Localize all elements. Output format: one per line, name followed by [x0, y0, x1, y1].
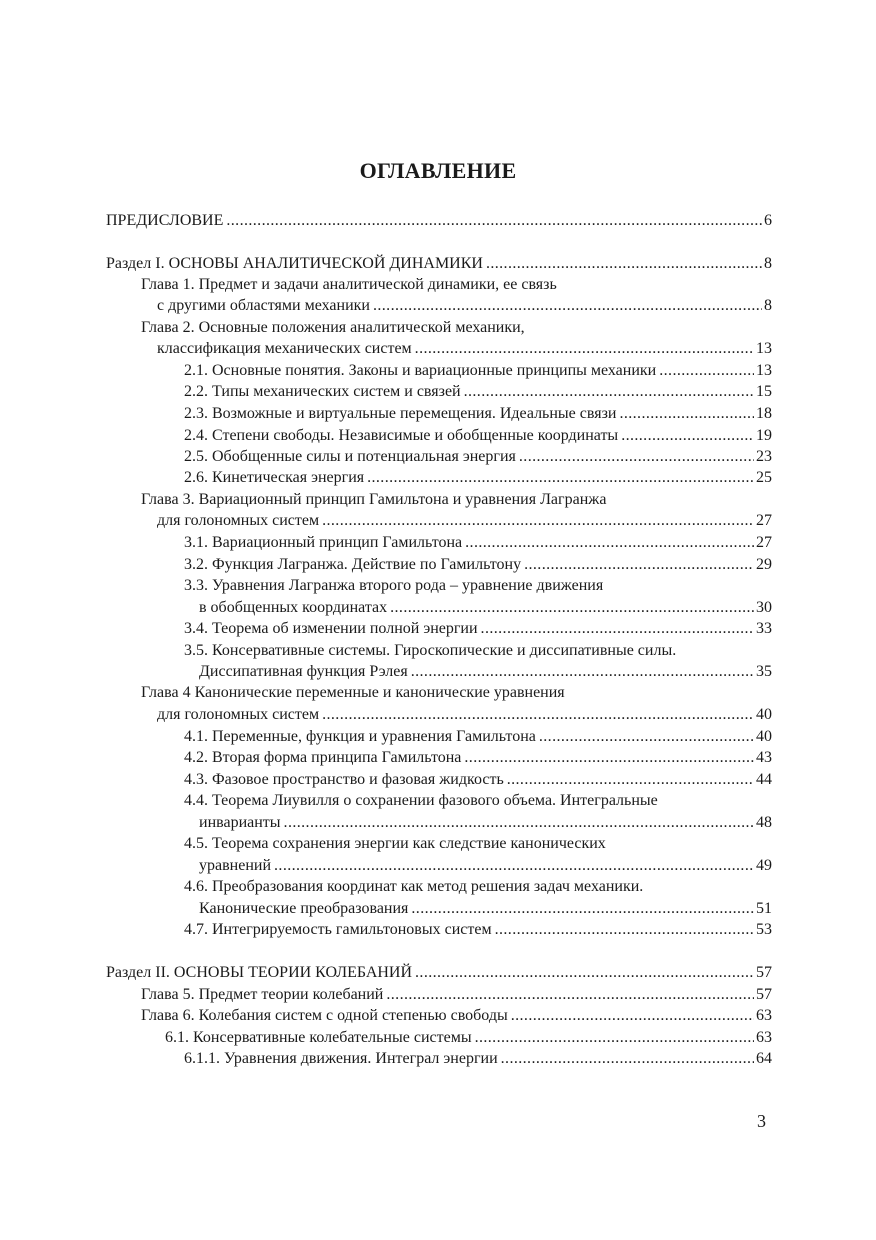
toc-leader: [619, 403, 754, 425]
toc-entry-title: 2.5. Обобщенные силы и потенциальная энергия: [184, 448, 516, 465]
toc-entry-title: Глава 2. Основные положения аналитической механики,: [141, 319, 525, 336]
toc-leader: [284, 812, 754, 834]
toc-leader: [486, 253, 762, 275]
toc-entry-title: 4.7. Интегрируемость гамильтоновых систем: [184, 921, 492, 938]
toc-leader: [411, 661, 754, 683]
toc-leader: [322, 510, 754, 532]
toc-entry: [184, 554, 772, 576]
toc-entry: [184, 1048, 772, 1070]
toc-entry-title: 4.1. Переменные, функция и уравнения Гамильтона: [184, 728, 536, 745]
toc-entry: [199, 597, 772, 619]
toc-entry-title: 3.5. Консервативные системы. Гироскопические и диссипативные силы.: [184, 642, 677, 659]
toc-entry-page: 57: [756, 964, 772, 981]
toc-leader: [507, 769, 754, 791]
toc-entry-page: 33: [756, 620, 772, 637]
toc-leader: [373, 295, 762, 317]
toc-entry: [184, 726, 772, 748]
toc-entry: [184, 747, 772, 769]
toc-entry-page: 63: [756, 1029, 772, 1046]
toc-entry-title: 3.4. Теорема об изменении полной энергии: [184, 620, 478, 637]
toc-entry: [165, 1027, 772, 1049]
toc-leader: [464, 381, 754, 403]
toc-leader: [464, 747, 754, 769]
toc-entry-page: 35: [756, 663, 772, 680]
toc-entry: [184, 876, 772, 898]
toc-entry-title: 4.3. Фазовое пространство и фазовая жидкость: [184, 771, 504, 788]
toc-entry-page: 27: [756, 534, 772, 551]
toc-entry: [184, 790, 772, 812]
toc-leader: [415, 962, 754, 984]
toc-leader: [539, 726, 754, 748]
toc-entry-page: 30: [756, 599, 772, 616]
toc-entry-page: 48: [756, 814, 772, 831]
toc-entry-title: Глава 6. Колебания систем с одной степенью свободы: [141, 1007, 508, 1024]
toc-entry-title: Глава 3. Вариационный принцип Гамильтона и уравнения Лагранжа: [141, 491, 607, 508]
toc-entry: [106, 962, 772, 984]
toc-leader: [519, 446, 754, 468]
toc-entry-title: 2.1. Основные понятия. Законы и вариационные принципы механики: [184, 362, 657, 379]
toc-entry-title: 3.2. Функция Лагранжа. Действие по Гамильтону: [184, 556, 522, 573]
toc-entry-title: Диссипативная функция Рэлея: [199, 663, 408, 680]
toc-entry-title: инварианты: [199, 814, 281, 831]
toc-entry-page: 13: [756, 362, 772, 379]
toc-entry-title: Глава 4 Канонические переменные и канонические уравнения: [141, 684, 565, 701]
toc-entry-title: для голономных систем: [157, 512, 320, 529]
toc-entry-page: 8: [764, 255, 772, 272]
toc-leader: [322, 704, 754, 726]
toc-entry-title: 2.2. Типы механических систем и связей: [184, 383, 461, 400]
toc-entry-title: ПРЕДИСЛОВИЕ: [106, 212, 224, 229]
toc-entry: [199, 812, 772, 834]
toc-entry-title: 4.5. Теорема сохранения энергии как следствие канонических: [184, 835, 606, 852]
toc-leader: [386, 984, 754, 1006]
toc-entry: [184, 360, 772, 382]
toc-entry: [106, 210, 772, 232]
toc-entry-page: 49: [756, 857, 772, 874]
toc-leader: [511, 1005, 754, 1027]
toc-entry-page: 63: [756, 1007, 772, 1024]
toc-entry-title: Глава 5. Предмет теории колебаний: [141, 986, 384, 1003]
toc-leader: [495, 919, 754, 941]
toc-entry: [184, 532, 772, 554]
toc-entry: [184, 467, 772, 489]
toc-entry-title: Раздел II. ОСНОВЫ ТЕОРИИ КОЛЕБАНИЙ: [106, 964, 413, 981]
toc-entry: [199, 898, 772, 920]
toc-entry-page: 6: [764, 212, 772, 229]
toc-entry-page: 13: [756, 340, 772, 357]
toc-entry: [184, 575, 772, 597]
toc-entry-title: для голономных систем: [157, 706, 320, 723]
toc-entry-page: 27: [756, 512, 772, 529]
toc-entry: [184, 640, 772, 662]
toc-entry-title: классификация механических систем: [157, 340, 412, 357]
toc-leader: [411, 898, 754, 920]
toc-leader: [226, 210, 762, 232]
toc-leader: [390, 597, 754, 619]
toc-entry: [141, 984, 772, 1006]
toc-entry-title: 4.2. Вторая форма принципа Гамильтона: [184, 749, 462, 766]
toc-leader: [481, 618, 754, 640]
toc-entry-title: Канонические преобразования: [199, 900, 409, 917]
toc-entry-title: уравнений: [199, 857, 272, 874]
toc-entry-title: 2.4. Степени свободы. Независимые и обобщенные координаты: [184, 427, 619, 444]
toc-entry-page: 19: [756, 427, 772, 444]
toc-entry: [184, 618, 772, 640]
toc-leader: [524, 554, 754, 576]
toc-entry: [184, 425, 772, 447]
toc-leader: [415, 338, 754, 360]
toc-entry-page: 40: [756, 706, 772, 723]
toc-entry-page: 40: [756, 728, 772, 745]
toc-entry-title: 4.6. Преобразования координат как метод решения задач механики.: [184, 878, 644, 895]
toc-entry-title: 6.1.1. Уравнения движения. Интеграл энергии: [184, 1050, 498, 1067]
toc-leader: [274, 855, 754, 877]
toc-entry-title: 2.3. Возможные и виртуальные перемещения. Идеальные связи: [184, 405, 617, 422]
toc-leader: [501, 1048, 754, 1070]
toc-entry: [141, 1005, 772, 1027]
toc-leader: [465, 532, 754, 554]
toc-entry-page: 64: [756, 1050, 772, 1067]
toc-entry: [157, 704, 772, 726]
toc-entry-page: 57: [756, 986, 772, 1003]
toc-entry-title: 6.1. Консервативные колебательные системы: [165, 1029, 472, 1046]
toc-entry-page: 23: [756, 448, 772, 465]
toc-entry: [141, 489, 772, 511]
page-number: 3: [757, 1111, 766, 1131]
toc-entry: [184, 919, 772, 941]
toc-entry-title: 3.1. Вариационный принцип Гамильтона: [184, 534, 463, 551]
toc-entry: [157, 338, 772, 360]
toc-entry-page: 53: [756, 921, 772, 938]
toc-entry-page: 44: [756, 771, 772, 788]
toc-entry-title: Раздел I. ОСНОВЫ АНАЛИТИЧЕСКОЙ ДИНАМИКИ: [106, 255, 483, 272]
toc-entry: [184, 381, 772, 403]
toc-entry-page: 18: [756, 405, 772, 422]
toc-entry: [141, 317, 772, 339]
toc-entry: [184, 403, 772, 425]
toc-leader: [367, 467, 754, 489]
toc-entry: [157, 510, 772, 532]
toc-entry-page: 43: [756, 749, 772, 766]
toc-entry-page: 15: [756, 383, 772, 400]
toc-entry-page: 8: [764, 297, 772, 314]
toc-entry: [106, 253, 772, 275]
toc-entry-title: 4.4. Теорема Лиувилля о сохранении фазового объема. Интегральные: [184, 792, 658, 809]
toc-leader: [659, 360, 754, 382]
toc-entry: [184, 769, 772, 791]
page-title: ОГЛАВЛЕНИЕ: [359, 158, 517, 183]
toc-entry: [199, 855, 772, 877]
toc-entry: [141, 274, 772, 296]
toc-entry-title: 2.6. Кинетическая энергия: [184, 469, 365, 486]
toc-entry: [184, 446, 772, 468]
toc-entry: [184, 833, 772, 855]
toc-entry: [157, 295, 772, 317]
toc-entry: [141, 682, 772, 704]
toc-leader: [621, 425, 754, 447]
toc-entry-title: 3.3. Уравнения Лагранжа второго рода – уравнение движения: [184, 577, 604, 594]
toc-entry-title: с другими областями механики: [157, 297, 370, 314]
toc-entry: [199, 661, 772, 683]
toc-entry-title: Глава 1. Предмет и задачи аналитической динамики, ее связь: [141, 276, 557, 293]
toc-entry-title: в обобщенных координатах: [199, 599, 388, 616]
toc-leader: [475, 1027, 754, 1049]
toc-entry-page: 51: [756, 900, 772, 917]
toc-entry-page: 29: [756, 556, 772, 573]
toc-entry-page: 25: [756, 469, 772, 486]
